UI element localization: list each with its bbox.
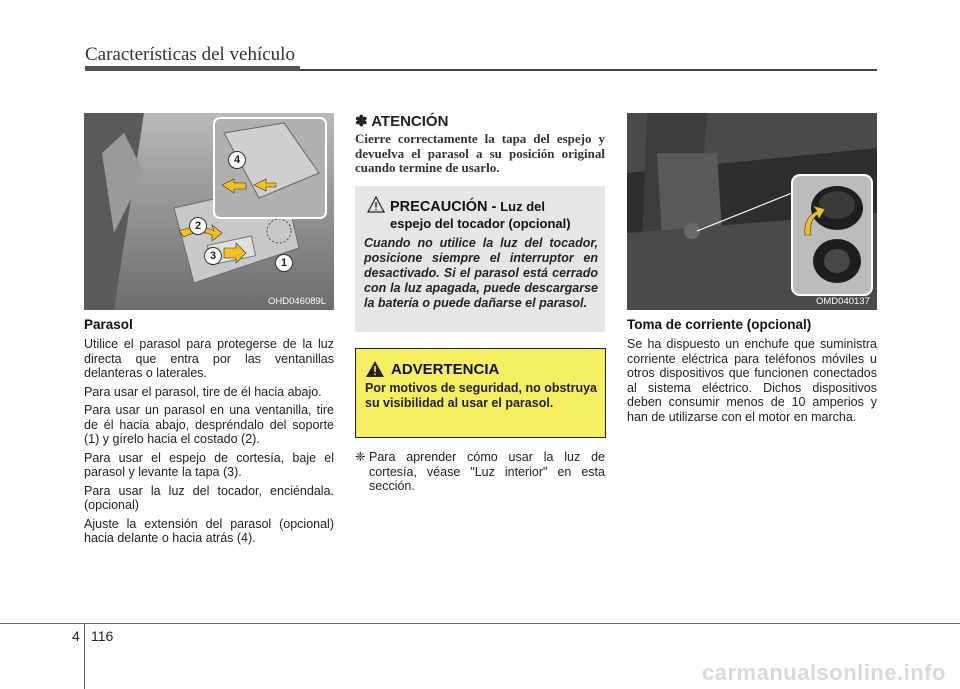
power-outlet-text: Se ha dispuesto un enchufe que suministra corriente eléctrica para teléfonos móviles u otros dispositivos que funcionen conectados al sistema eléctrico. Dichos dispositivos deben consumir menos de 10 amperios y han de utilizarse con el motor en marcha. [627, 337, 877, 424]
sunvisor-illustration [84, 113, 334, 310]
section-number: 4 [72, 628, 80, 644]
footer-divider [84, 623, 85, 689]
note-body: Para aprender cómo usar la luz de cortesía, véase "Luz interior" en esta sección. [369, 450, 605, 493]
attention-title [355, 112, 448, 130]
caution-body: Cuando no utilice la luz del tocador, posicione siempre el interruptor en desactivado. Si el parasol está cerrado con la luz apagada, puede descargarse la batería o puede dañarse el parasol. [364, 236, 598, 310]
page-number: 116 [91, 628, 114, 644]
caution-title-main: PRECAUCIÓN - [390, 199, 497, 215]
caution-subtitle: espejo del tocador (opcional) [390, 216, 571, 231]
watermark: carmanualsonline.info [702, 660, 946, 685]
power-outlet-heading: Toma de corriente (opcional) [627, 317, 812, 332]
callout-3: 3 [204, 247, 222, 265]
attention-title-text: ATENCIÓN [371, 113, 449, 130]
note [355, 450, 605, 494]
caution-title [390, 198, 600, 232]
header-accent-bar [85, 66, 300, 71]
power-outlet-figure [627, 113, 877, 310]
warning-body: Por motivos de seguridad, no obstruya su visibilidad al usar el parasol. [365, 381, 597, 410]
caution-triangle-icon [367, 196, 385, 213]
footer-rule [0, 623, 960, 624]
warning-triangle-icon [365, 360, 385, 378]
page-header-title: Características del vehículo [85, 44, 295, 65]
warning-box [355, 348, 606, 438]
attention-mark: ✽ [355, 113, 368, 130]
paragraph: Utilice el parasol para protegerse de la luz directa que entra por las ventanillas delanteras o laterales. [84, 337, 334, 380]
callout-2: 2 [189, 217, 207, 235]
warning-title: ADVERTENCIA [391, 361, 500, 378]
paragraph: Para usar la luz del tocador, enciéndala. (opcional) [84, 483, 334, 512]
caution-title-rest: Luz del [500, 199, 546, 214]
paragraph: Ajuste la extensión del parasol (opcional) hacia delante o hacia atrás (4). [84, 516, 334, 545]
paragraph: Para usar el parasol, tire de él hacia abajo. [84, 384, 322, 399]
sunvisor-text [84, 337, 334, 546]
attention-body: Cierre correctamente la tapa del espejo y devuelva el parasol a su posición original cuando termine de usarlo. [355, 131, 605, 175]
caution-box [355, 186, 605, 332]
note-mark: ❈ [355, 450, 366, 464]
power-outlet-illustration [627, 113, 877, 310]
callout-4: 4 [228, 151, 246, 169]
paragraph: Para usar un parasol en una ventanilla, tire de él hacia abajo, despréndalo del soporte (1) y gírelo hacia el costado (2). [84, 403, 334, 446]
sunvisor-heading: Parasol [84, 317, 133, 332]
paragraph: Para usar el espejo de cortesía, baje el parasol y levante la tapa (3). [84, 450, 334, 479]
sunvisor-figure [84, 113, 334, 310]
figure-code: OHD046089L [268, 296, 327, 307]
callout-1: 1 [275, 254, 293, 272]
figure-code: OMD040137 [816, 296, 870, 307]
